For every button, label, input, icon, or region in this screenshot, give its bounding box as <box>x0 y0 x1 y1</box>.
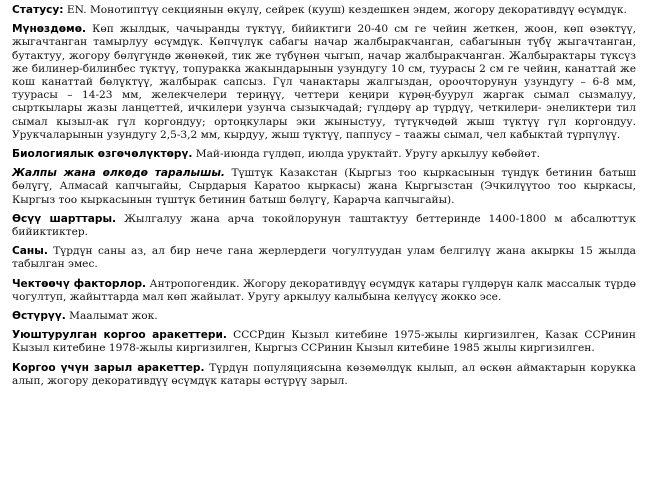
description-text: Көп жылдык, чачыранды түктүү, бийиктиги 20-40 см ге чейин жеткен, жоон, көп өзөктүү, жыгачтанган тамырлуу өсүмдүк. Көпчүлүк сабагы начар жалбыракчанган, сабагынын түбү жыгачтанган, бутактуу, жогору бөлүгүндө жөнөкөй, тик же түбүнөн чыгып, начар жалбыракчанган. Жалбырактары түксүз же билинер-билинбес түктүү, топуракка жакындарынын узундугу 10 см, туурасы 2 см ге чейин, канаттай же кош канаттай бөлүктүү, жалбырак сапсыз. Гүл чанактары жалгыздан, ороочторунун узундугу – 6-8 мм, туурасы – 14-23 мм, желекчелери териңүү, четтери кеңири күрөң-буурул жаргак сымал сызмалуу, сырткылары жазы ланцеттей, ичкилери узунча сызыкчадай; гүлдөрү ар түрдүү, четкилери- энеликтери тил сымал кызыл-ак гүл коргондуу; ортоңкулары эки жыныстуу, түтүкчөдөй жыш түктүү гүл коргондуу. Урукчаларынын узундугу 2,5-3,2 мм, кырдуу, жыш түктүү, паппусу – таажы сымал, чел кабыктай түрпүлүү. <box>12 23 636 141</box>
status-text: EN. Монотиптүү секциянын өкүлү, сейрек (кууш) кездешкен эндем, жогору декоративдүү өсүмдүк. <box>63 4 627 16</box>
distribution-section <box>12 167 636 207</box>
required-measures-heading: Коргоо үчүн зарыл аракеттер. <box>12 361 205 374</box>
habitat-text: Жылгалуу жана арча токойлорунун таштактуу беттеринде 1400-1800 м абсалюттук бийиктиктер. <box>12 212 636 239</box>
status-section <box>12 4 636 17</box>
population-heading: Саны. <box>12 245 48 258</box>
population-text: Түрдүн саны аз, ал бир нече гана жерлердеги чогултуудан улам белгилүү жана акыркы 15 жылда табылган эмес. <box>12 245 636 271</box>
cultivation-section <box>12 310 636 323</box>
limiting-factors-text: Антропогендик. Жогору декоративдүү өсүмдүк катары гүлдөрүн калк массалык түрдө чогултуп, жайыттарда мал көп жайылат. Уругу аркылуу калыбына келүүсү жокко эсе. <box>12 277 636 303</box>
biology-heading: Биологиялык өзгөчөлүктөрү. <box>12 148 193 161</box>
required-measures-text: Түрдүн популяциясына көзөмөлдүк кылып, ал өскөн аймактарын корукка алып, жогору декоративдүү өсүмдүк катары өстүрүү зарыл. <box>12 361 636 387</box>
protection-measures-text: СССРдин Кызыл китебине 1975-жылы киргизилген, Казак ССРинин Кызыл китебине 1978-жылы киргизилген, Кыргыз ССРинин Кызыл китебине 1985 жылы киргизилген. <box>12 329 636 355</box>
protection-measures-section <box>12 329 636 355</box>
limiting-factors-section <box>12 278 636 304</box>
description-section <box>12 23 636 142</box>
protection-measures-heading: Уюштурулган коргоо аракеттери. <box>12 329 227 342</box>
habitat-heading: Өсүү шарттары. <box>12 212 117 225</box>
habitat-section <box>12 213 636 239</box>
status-heading: Статусу: <box>12 4 64 16</box>
cultivation-text: Маалымат жок. <box>65 310 158 323</box>
population-section <box>12 245 636 271</box>
limiting-factors-heading: Чектөөчү факторлор. <box>12 277 147 290</box>
distribution-text: Түштүк Казакстан (Кыргыз тоо кыркасынын түндүк бетинин батыш бөлүгү, Алмасай капчыгайы, Сырдарыя Каратоо кыркасы) жана Кыргызстан (Эчкилүүтоо тоо кыркасы, Кыргыз тоо кыркасынын түштүк бетинин батыш бөлүгү, Карарча капчыгайы). <box>12 167 636 206</box>
cultivation-heading: Өстүрүү. <box>12 310 66 323</box>
distribution-heading: Жалпы жана өлкөдө таралышы. <box>12 167 225 180</box>
description-heading: Мүнөздөмө. <box>12 23 86 36</box>
biology-text: Май-июнда гүлдөп, июлда уруктайт. Уругу аркылуу көбөйөт. <box>192 148 540 161</box>
biology-section <box>12 148 636 161</box>
required-measures-section <box>12 362 636 388</box>
